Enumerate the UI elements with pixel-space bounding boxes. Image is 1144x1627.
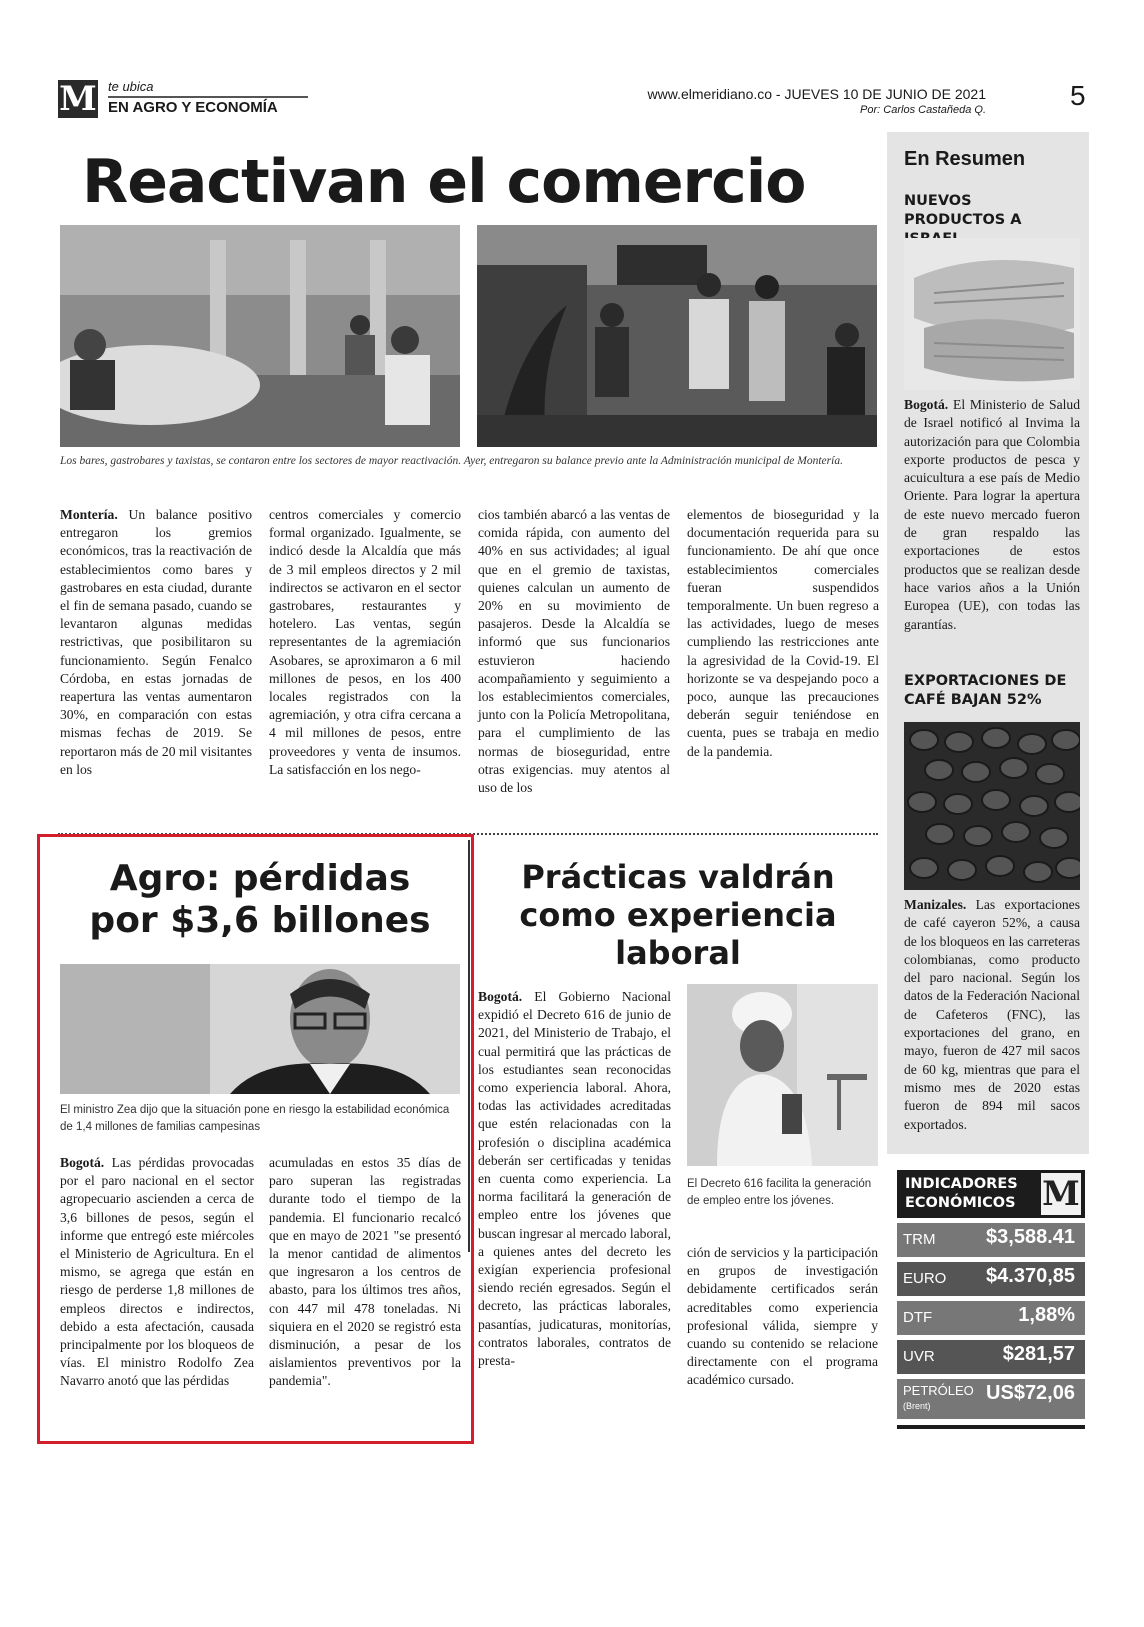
lead-dateline-city: Montería. [60, 507, 118, 522]
newspaper-logo: M [59, 79, 97, 119]
agro-column-1 [60, 1154, 254, 1391]
lead-column-1 [60, 506, 252, 779]
indicator-label: TRM [903, 1231, 936, 1248]
indicator-row-petroleo [897, 1379, 1085, 1419]
lab-photo [687, 984, 878, 1166]
lead-column-1-text: Un balance positivo entregaron los gremios económicos, tras la reactivación de establecimientos como bares y gastrobares en esta ciudad, durante el fin de semana pasado, cuando se levantaron algunas medidas restrictivas, que posibilitaron su funcionamiento. Según Fenalco Córdoba, en estas jornadas de reapertura las ventas aumentaron 30%, en comparación con estas mismas fechas de 2019. Se reportaron más de 20 mil visitantes en los [60, 507, 252, 777]
indicators-title-line1: INDICADORES [905, 1176, 1018, 1192]
lead-column-3: cios también abarcó a las ventas de comida rápida, con aumento del 40% en sus actividades; al igual que en el gremio de taxistas, quienes calculan un aumento de 20% en su movimiento de pasajeros. Desde la Alcaldía se informó que sus funcionarios estuvieron haciendo acompañamiento y seguimiento a los establecimientos comerciales, junto con la Policía Metropolitana, para el cumplimiento de las normas de bioseguridad, entre otras exigencias. muy atentos al uso de los [478, 507, 670, 796]
indicator-row-euro [897, 1262, 1085, 1296]
meeting-photo [60, 225, 460, 447]
practicas-column-2: ción de servicios y la participación en grupos de investigación debidamente certificados serán acreditables como experiencia profesional válida, siempre y cuando su contenido se relacione directamente con el programa académico cursado. [687, 1245, 878, 1388]
section-tag-small: te ubica [108, 79, 154, 94]
practicas-headline-line1: Prácticas valdrán [521, 858, 835, 896]
sidebar-item1-text: El Ministerio de Salud de Israel notificó al Invima la autorización para que Colombia exporte productos de pesca y acuicultura a ese país de Medio Oriente. Para lograr la apertura de este nuevo mercado fueron de gran respaldo las exportaciones de estos productos que se realizan desde hace varios años a la Unión Europea (UE), con todas las garantías. [904, 397, 1080, 632]
sidebar-item2-city: Manizales. [904, 897, 967, 912]
page-number: 5 [1070, 80, 1086, 111]
sidebar-item2-heading: EXPORTACIONES DE CAFÉ BAJAN 52% [904, 673, 1067, 708]
indicator-value: $4.370,85 [986, 1265, 1075, 1287]
sidebar-item2-body [904, 896, 1080, 1134]
column-divider [468, 840, 470, 1252]
agro-column-1-text: Las pérdidas provocadas por el paro nacional en el sector agropecuario ascienden a cerca de 3,6 billones de pesos, según el informe que entregó este miércoles el Ministerio de Agricultura. En el mismo, se agrega que están en riesgo de perderse 1,8 millones de empleos directos e indirectos, debido a esta afectación, causada principalmente por los bloqueos de vías. El ministro Rodolfo Zea Navarro anotó que las pérdidas [60, 1155, 254, 1389]
bar-photo [477, 225, 877, 447]
indicator-sublabel: (Brent) [903, 1401, 931, 1411]
indicator-label: UVR [903, 1348, 935, 1365]
fish-photo [904, 238, 1080, 390]
practicas-photo-caption: El Decreto 616 facilita la generación de empleo entre los jóvenes. [687, 1178, 872, 1207]
indicators-bottom-rule [897, 1425, 1085, 1429]
sidebar-item2-text: Las exportaciones de café cayeron 52%, a causa de los bloqueos en las carreteras colombianas, como producto del paro nacional. Según los datos de la Federación Nacional de Cafeteros (FNC), las exportaciones del grano, en mayo, fueron de 427 mil sacos de 60 kg, mientras que para el mismo mes de 2020 estas fueron de 894 mil sacos exportados. [904, 897, 1080, 1132]
indicator-label: DTF [903, 1309, 933, 1326]
agro-column-2: acumuladas en estos 35 días de paro superan las registradas durante todo el tiempo de la pandemia. El funcionario recalcó que en mayo de 2021 "se presentó la menor cantidad de alimentos que ingresaron a los centros de abasto, para los últimos tres años, con 447 mil 478 toneladas. Ni siquiera en el 2020 se registró esta disminución, a pesar de los aislamientos preventivos por la pandemia". [269, 1155, 461, 1389]
author-byline: Por: Carlos Castañeda Q. [860, 104, 986, 116]
indicator-row-dtf [897, 1301, 1085, 1335]
sidebar-item1-heading: NUEVOS PRODUCTOS A [904, 193, 1022, 228]
sidebar-item1-body [904, 396, 1080, 634]
agro-headline-line2: por $3,6 billones [89, 900, 431, 941]
lead-column-4: elementos de bioseguridad y la documentación requerida para su funcionamiento. De ahí que once establecimientos comerciales fueran suspendidos temporalmente. Un buen regreso a las actividades, luego de meses cumpliendo las restricciones ante la agresividad de la Covid-19. El horizonte se va despejando poco a poco, aunque las precauciones deberán seguir teniéndose en cuenta, pues se trabaja en medio de la pandemia. [687, 507, 879, 759]
coffee-beans-photo [904, 722, 1080, 890]
practicas-column-1-text: El Gobierno Nacional expidió el Decreto 616 de junio de 2021, del Ministerio de Trabajo, el cual permitirá que las prácticas de los estudiantes sean reconocidas como experiencia laboral. Ahora, todas las actividades acreditadas que estén relacionadas con la profesión o disciplina académica deberán ser certificadas y tenidas en cuenta como experiencia. La norma facilitará la generación de empleo entre los jóvenes que buscan ingresar al mercado laboral, a quienes antes del decreto les exigían experiencia profesional siendo recién egresados. Según el decreto, las prácticas laborales, pasantías, judicaturas, monitorías, contratos laborales, contratos de presta- [478, 989, 671, 1369]
header-rule [108, 96, 308, 98]
lead-column-2: centros comerciales y comercio formal organizado. Igualmente, se indicó desde la Alcaldía que más de 3 mil empleos directos y 2 mil indirectos se activaron en el sector gastrobares, restaurantes y hotelero. Las ventas, según representantes de la agremiación Asobares, se aproximaron a 6 mil millones de pesos, en los 400 locales registrados con la agremiación, y otra cifra cercana a 4 mil millones de pesos, entre proveedores y venta de insumos. La satisfacción en los nego- [269, 507, 461, 777]
agro-headline-line1: Agro: pérdidas [109, 858, 411, 899]
dateline: www.elmeridiano.co - JUEVES 10 DE JUNIO DE 2021 [647, 86, 986, 102]
indicator-row-uvr [897, 1340, 1085, 1374]
indicators-header [897, 1170, 1085, 1218]
section-tag-title: EN AGRO Y ECONOMÍA [108, 99, 278, 116]
indicator-value: $3,588.41 [986, 1226, 1075, 1248]
indicator-value: 1,88% [1018, 1304, 1075, 1326]
indicator-label: PETRÓLEO [903, 1383, 974, 1398]
practicas-headline-line3: laboral [615, 934, 741, 972]
practicas-column-1 [478, 988, 671, 1370]
practicas-headline-line2: como experiencia [519, 896, 837, 934]
indicators-title [905, 1175, 1018, 1213]
indicator-row-trm [897, 1223, 1085, 1257]
sidebar-item1-city: Bogotá. [904, 397, 949, 412]
indicator-value: $281,57 [1002, 1343, 1075, 1365]
lead-headline: Reactivan el comercio [82, 147, 806, 217]
indicator-value: US$72,06 [986, 1382, 1075, 1404]
indicators-logo: M [1042, 1174, 1080, 1214]
practicas-dateline-city: Bogotá. [478, 989, 523, 1004]
agro-photo-caption: El ministro Zea dijo que la situación pone en riesgo la estabilidad económica de 1,4 millones de familias campesinas [60, 1104, 450, 1133]
indicator-label: EURO [903, 1270, 947, 1287]
section-tag [108, 80, 278, 118]
indicators-title-line2: ECONÓMICOS [905, 1195, 1016, 1211]
agro-dateline-city: Bogotá. [60, 1155, 105, 1170]
minister-photo [60, 964, 460, 1094]
sidebar-title: En Resumen [904, 148, 1026, 170]
lead-photo-caption: Los bares, gastrobares y taxistas, se contaron entre los sectores de mayor reactivación. Ayer, entregaron su balance previo ante la Administración municipal de Montería. [60, 455, 843, 467]
